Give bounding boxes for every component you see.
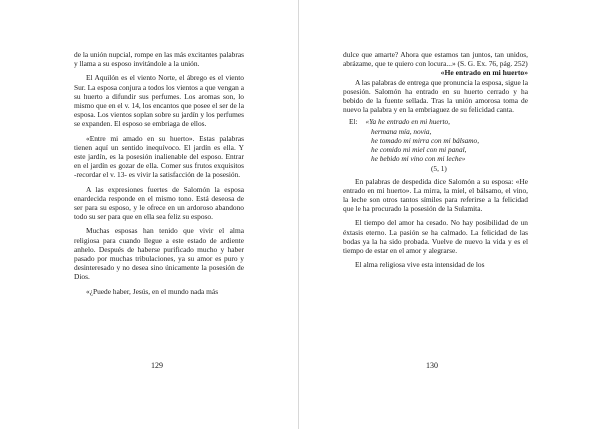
verse-line: «Ya he entrado en mi huerto, (365, 117, 450, 127)
verse-line: he comido mi miel con mi panal, (371, 145, 467, 155)
paragraph: En palabras de despedida dice Salomón a su esposa: «He entrado en mi huerto». La mirra, la miel, el bálsamo, el vino, la leche son otros tantos símiles para referirse a la felicidad que le ha procurado la posesión de la Sulamita. (343, 176, 528, 214)
page-number: 129 (151, 361, 163, 370)
verse-line: he tomado mi mirra con mi bálsamo, (371, 135, 480, 145)
paragraph: El tiempo del amor ha cesado. No hay posibilidad de un éxtasis eterno. La pasión se ha calmado. La felicidad de las bodas ya la ha sido probada. Vuelve de nuevo la vida y es el tiempo de estar en el amor y alegrarse. (343, 218, 528, 256)
left-page (0, 0, 299, 429)
paragraph: El alma religiosa vive esta intensidad de los (355, 260, 485, 270)
paragraph: «Entre mi amado en su huerto». Estas palabras tienen aquí un sentido inequívoco. El jardín es ella. Y este jardín, es la posesión inalienable del esposo. Entrar en el jardín es gozar de ella. Comer sus frutos exquisitos -recordar el v. 13- es vivir la satisfacción de la posesión. (74, 133, 244, 180)
paragraph: «¿Puede haber, Jesús, en el mundo nada más (86, 286, 219, 296)
paragraph: El Aquilón es el viento Norte, el ábrego es el viento Sur. La esposa conjura a todos los vientos a que vengan a su huerto a difundir sus perfumes. Los aromas son, lo mismo que en el v. 14, los encantos que posee el ser de la esposa. Los vientos soplan sobre su jardín y los perfumes se expanden. El esposo se embriaga de ellos. (74, 73, 244, 129)
paragraph: A las palabras de entrega que pronuncia la esposa, sigue la posesión. Salomón ha entrado en su huerto cerrado y ha bebido de la fuente sellada. Tras la unión amorosa toma de nuevo la palabra y en la embriaguez de su felicidad canta. (343, 77, 529, 115)
right-page (300, 0, 599, 429)
verse-speaker: El: (349, 117, 358, 127)
verse-first-line (343, 117, 528, 126)
paragraph: Muchas esposas han tenido que vivir el alma religiosa para cuando llegue a este estado de ardiente anhelo. Después de haberse purificado mucho y haber pasado por muchas tribulaciones, ya su amor es puro y desinteresado y no desea sino únicamente la posesión de Dios. (74, 226, 244, 282)
paragraph: A las expresiones fuertes de Salomón la esposa enardecida responde en el mismo tono. Está deseosa de ser para su esposo, y le ofrece en un ardoroso abandono todo su ser para que en ella sea feliz su esposo. (74, 184, 244, 222)
section-heading: «He entrado en mi huerto» (440, 68, 528, 78)
left-page-text (74, 50, 244, 296)
verse-reference: (5, 1) (431, 164, 447, 174)
page-number: 130 (426, 361, 438, 370)
verse-line: he bebido mi vino con mi leche» (371, 154, 466, 164)
verse-line: hermana mía, novia, (371, 126, 432, 136)
right-page-text (343, 50, 528, 269)
verse-block (343, 117, 528, 173)
paragraph: dulce que amarte? Ahora que estamos tan juntos, tan unidos, abrázame, que te quiero con locura...» (S. G. Ex. 76, pág. 252) (343, 50, 528, 69)
paragraph: de la unión nupcial, rompe en las más excitantes palabras y llama a su esposo invitándole a la unión. (74, 50, 244, 69)
